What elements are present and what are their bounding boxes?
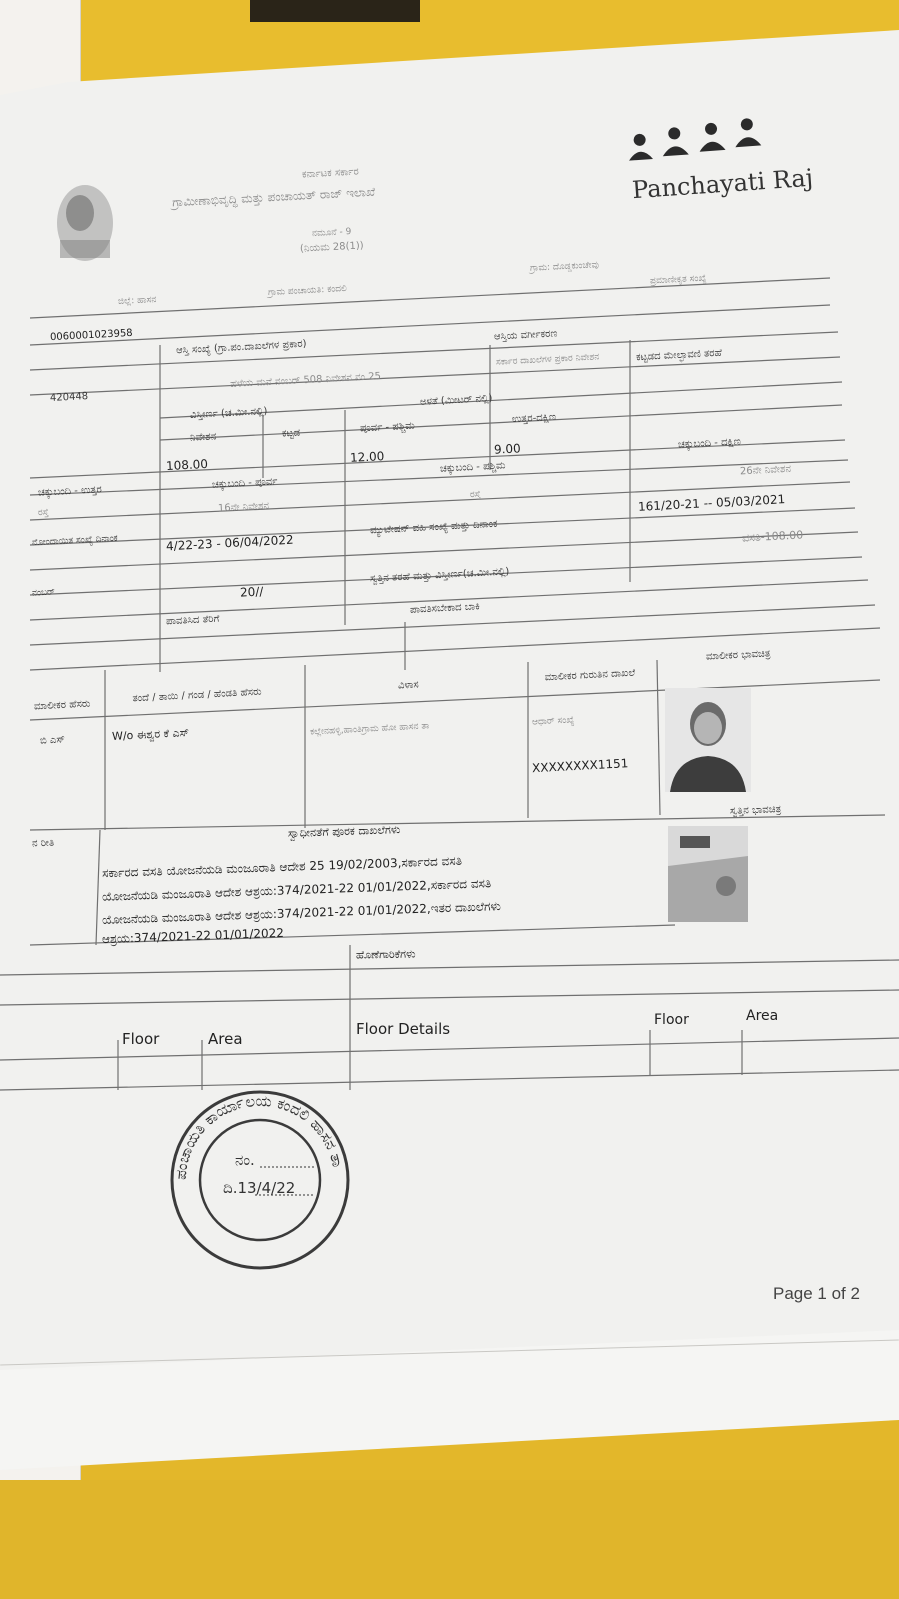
ns-value: 9.00 <box>493 441 522 457</box>
reg-no-label: ನೋಂದಾಯಿತ ಸಂಖ್ಯೆ ದಿನಾಂಕ <box>31 533 119 549</box>
ownership-left-label: ನ ರೀತಿ <box>31 837 55 850</box>
asset-number-label: ಪ್ರಮಾಣೀಕೃತ ಸಂಖ್ಯೆ <box>649 273 707 287</box>
relation-col: ತಂದೆ / ತಾಯಿ / ಗಂಡ / ಹೆಂಡತಿ ಹೆಸರು <box>132 686 262 705</box>
ownership-section-label: ಸ್ವಾಧೀನತೆಗೆ ಪೂರಕ ದಾಖಲೆಗಳು <box>287 823 401 840</box>
district-label: ಜಿಲ್ಲೆ: ಹಾಸನ <box>117 295 157 307</box>
south-value: 26ನೇ ನಿವೇಶನ <box>739 463 792 478</box>
rule-number: (ನಿಯಮ 28(1)) <box>299 240 364 255</box>
tax-paid-label: ಪಾವತಿಸಿದ ತೆರಿಗೆ <box>165 613 220 628</box>
ew-label: ಪೂರ್ವ - ಪಶ್ಚಿಮ <box>359 420 415 435</box>
owner-id-number: XXXXXXXX1151 <box>531 756 629 776</box>
property-area-label: ಸ್ವತ್ತಿನ ತರಹೆ ಮತ್ತು ವಿಸ್ತೀರ್ಣ(ಚ.ಮೀ.ನಲ್ಲಿ) <box>369 566 510 585</box>
tax-due-label: ಪಾವತಿಸಬೇಕಾದ ಬಾಕಿ <box>409 601 481 616</box>
north-label: ಚಕ್ಕುಬಂದಿ - ಉತ್ತರ <box>37 484 103 499</box>
property-area-value: ವಸತಿ-108.00 <box>741 528 804 545</box>
property-id: 0060001023958 <box>49 327 133 344</box>
ew-value: 12.00 <box>349 449 385 465</box>
state-govt-label: ಕರ್ನಾಟಕ ಸರ್ಕಾರ <box>301 166 360 181</box>
east-value: 16ನೇ ನಿವೇಶನ <box>217 500 270 515</box>
area-col-1: Area <box>208 1030 243 1048</box>
stamp-inner-no: ನಂ. <box>235 1151 255 1169</box>
number-label: ನಂಬರ್ <box>31 587 56 599</box>
east-label: ಚಕ್ಕುಬಂದಿ - ಪೂರ್ವ <box>211 476 278 491</box>
number-value: 20// <box>239 584 264 600</box>
property-photo-label: ಸ್ವತ್ತಿನ ಭಾವಚಿತ್ರ <box>729 804 782 817</box>
address-col: ವಿಳಾಸ <box>397 679 420 692</box>
liabilities-label: ಹೊಣೆಗಾರಿಕೆಗಳು <box>355 947 416 962</box>
area-col-2: Area <box>746 1008 779 1024</box>
floor-col-1: Floor <box>122 1030 160 1048</box>
mutation-label: ಮ್ಯುಟೇಷನ್ ವಹಿ ಸಂಖ್ಯೆ ಮತ್ತು ದಿನಾಂಕ <box>369 518 498 537</box>
doc-line-1: ಸರ್ಕಾರದ ವಸತಿ ಯೋಜನೆಯಡಿ ಮಂಜೂರಾತಿ ಆದೇಶ 25 19/02/2003,ಸರ್ಕಾರದ ವಸತಿ <box>101 853 463 881</box>
stamp-inner-date: ದಿ.13/4/22 <box>223 1179 296 1197</box>
logo-title: Panchayati Raj <box>631 163 814 205</box>
west-value: ರಸ್ತೆ <box>469 489 481 501</box>
west-label: ಚಕ್ಕುಬಂದಿ - ಪಶ್ಚಿಮ <box>439 460 506 475</box>
property-code: 420448 <box>49 391 89 404</box>
id-col: ಮಾಲೀಕರ ಗುರುತಿನ ದಾಖಲೆ <box>544 667 636 684</box>
area-label: ವಿಸ್ತೀರ್ಣ (ಚ.ಮೀ.ನಲ್ಲಿ) <box>189 405 268 422</box>
property-type-label: ಆಸ್ತಿಯ ವರ್ಗೀಕರಣ <box>493 328 558 343</box>
owner-id-type: ಆಧಾರ್ ಸಂಖ್ಯೆ <box>531 715 575 728</box>
owner-photo <box>665 688 751 792</box>
property-no-label: ಆಸ್ತಿ ಸಂಖ್ಯೆ (ಗ್ರಾ.ಪಂ.ದಾಖಲೆಗಳ ಪ್ರಕಾರ) <box>175 338 307 357</box>
doc-line-2: ಯೋಜನೆಯಡಿ ಮಂಜೂರಾತಿ ಆದೇಶ ಆಶ್ರಯ:374/2021-22 01/01/2022,ಸರ್ಕಾರದ ವಸತಿ <box>101 876 492 904</box>
property-photo <box>668 826 748 922</box>
north-value: ರಸ್ತೆ <box>37 507 49 519</box>
photo-col: ಮಾಲೀಕರ ಭಾವಚಿತ್ರ <box>705 648 771 663</box>
mutation-value: 161/20-21 -- 05/03/2021 <box>637 492 786 514</box>
doc-line-3: ಯೋಜನೆಯಡಿ ಮಂಜೂರಾತಿ ಆದೇಶ ಆಶ್ರಯ:374/2021-22 01/01/2022,ಇತರ ದಾಖಲೆಗಳು <box>101 899 502 927</box>
roof-type-label: ಕಟ್ಟಡದ ಮೇಲ್ಛಾವಣಿ ತರಹೆ <box>635 347 723 364</box>
old-house-no: ಹಳೆಯ ಮನೆ ನಂಬರ್ 508 ನಿವೇಶನ ನಂ 25 <box>229 371 382 390</box>
reg-no-value: 4/22-23 - 06/04/2022 <box>165 532 294 554</box>
owner-relation: W/o ಈಶ್ವರ ಕೆ ಎಸ್ <box>111 725 190 744</box>
stamp-ring-text: ಪಂಚಾಯತಿ ಕಾರ್ಯಾಲಯ ಕಂದಲಿ ಹಾಸನ ತಾ <box>171 1091 347 1181</box>
gram-panchayat-label: ಗ್ರಾಮ ಪಂಚಾಯತಿ: ಕಂದಲಿ <box>267 283 348 299</box>
page-number: Page 1 of 2 <box>773 1284 860 1303</box>
owner-name-col: ಮಾಲೀಕರ ಹೆಸರು <box>33 698 91 713</box>
department-label: ಗ್ರಾಮೀಣಾಭಿವೃದ್ಧಿ ಮತ್ತು ಪಂಚಾಯತ್ ರಾಜ್ ಇಲಾಖೆ <box>171 184 376 210</box>
site-area-value: 108.00 <box>165 456 209 474</box>
site-col-label: ನಿವೇಶನ <box>189 431 217 444</box>
building-col-label: ಕಟ್ಟಡ <box>281 427 301 440</box>
form-number: ನಮೂನೆ - 9 <box>311 226 352 240</box>
floor-details-col: Floor Details <box>356 1020 451 1038</box>
village-label: ಗ್ರಾಮ: ದೊಡ್ಡಕುಂಚೇವು <box>529 260 600 274</box>
owner-address: ಕಲ್ಲೇನಹಳ್ಳಿ,ಹಾಂತಿಗ್ರಾಮ ಹೋ ಹಾಸನ ತಾ <box>309 721 430 738</box>
svg-text:ಪಂಚಾಯತಿ ಕಾರ್ಯಾಲಯ ಕಂದಲಿ ಹಾಸನ ತಾ <box>172 1092 347 1181</box>
panchayat-seal-stamp <box>165 1085 355 1275</box>
floor-col-2: Floor <box>654 1012 689 1028</box>
owner-name: ಬಿ ಎಸ್ <box>39 734 66 747</box>
south-label: ಚಕ್ಕುಬಂದಿ - ದಕ್ಷಿಣ <box>677 436 742 451</box>
govt-record-label: ಸರ್ಕಾರ ದಾಖಲೆಗಳ ಪ್ರಕಾರ ನಿವೇಶನ <box>495 352 600 368</box>
doc-line-4: ಆಶ್ರಯ:374/2021-22 01/01/2022 <box>101 925 285 947</box>
ns-label: ಉತ್ತರ-ದಕ್ಷಿಣ <box>511 411 557 426</box>
measure-label: ಅಳತೆ (ಮೀಟರ್ ನಲ್ಲಿ) <box>419 393 493 408</box>
